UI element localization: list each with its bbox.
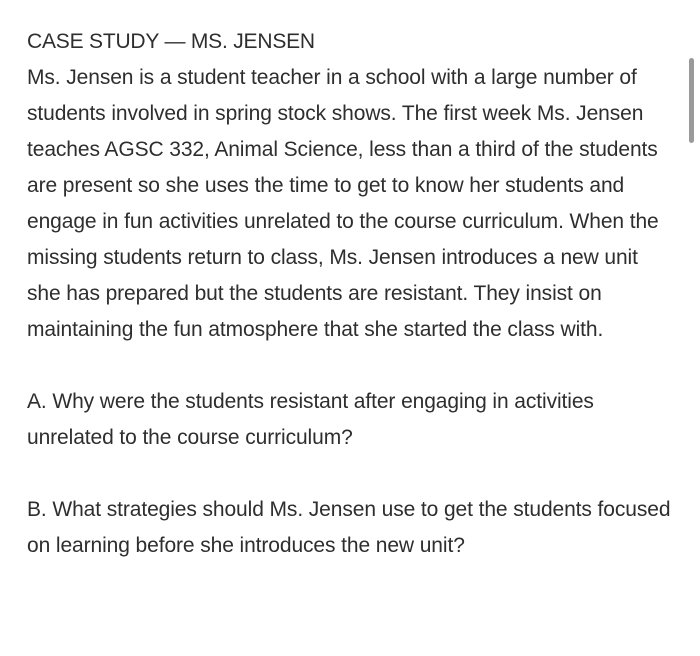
case-study-body: Ms. Jensen is a student teacher in a school with a large number of students involved in spring stock shows. The first week Ms. Jensen teaches AGSC 332, Animal Science, less than a third of the students are present so she uses the time to get to know her students and engage in fun activities unrelated to the course curriculum. When the missing students return to class, Ms. Jensen introduces a new unit she has prepared but the students are resistant. They insist on maintaining the fun atmosphere that she started the class with. <box>27 66 659 341</box>
paragraph-spacer <box>27 348 677 384</box>
question-b: B. What strategies should Ms. Jensen use to get the students focused on learning before she introduces the new unit? <box>27 498 671 557</box>
paragraph-spacer <box>27 456 677 492</box>
case-study-title: CASE STUDY — MS. JENSEN <box>27 30 315 53</box>
vertical-scrollbar-thumb[interactable] <box>689 58 694 143</box>
question-a: A. Why were the students resistant after engaging in activities unrelated to the course curriculum? <box>27 390 594 449</box>
case-study-document <box>27 24 677 564</box>
